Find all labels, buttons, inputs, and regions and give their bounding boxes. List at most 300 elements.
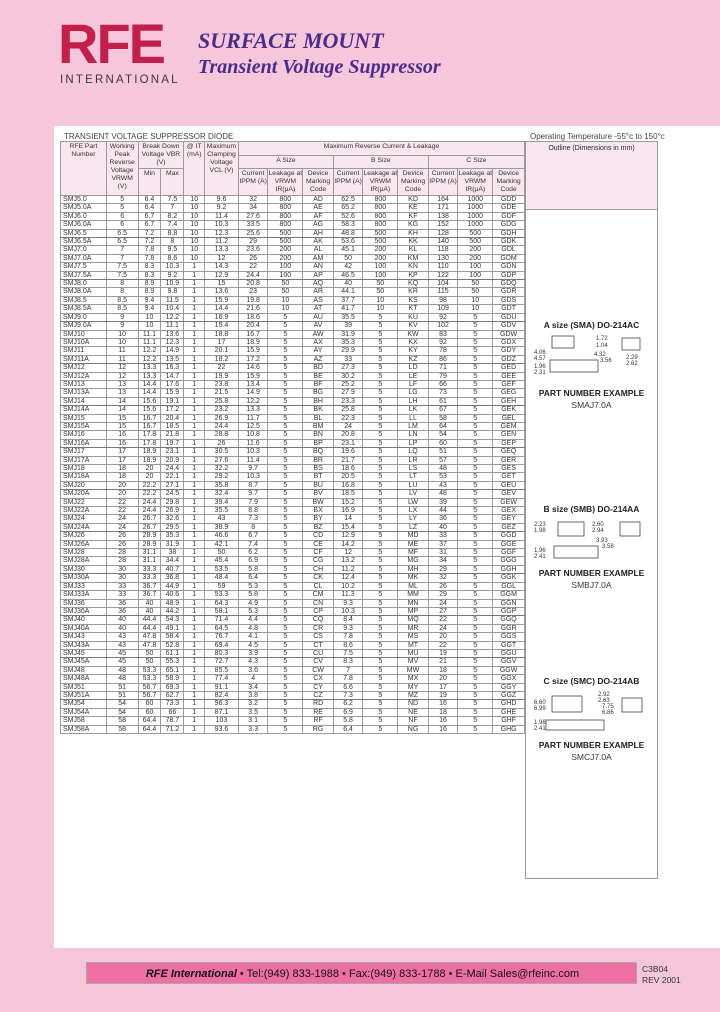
cell-a-marking: AN — [303, 263, 334, 271]
cell-c-leakage: 5 — [458, 549, 493, 557]
cell-c-leakage: 500 — [458, 229, 493, 237]
cell-a-leakage: 5 — [268, 624, 303, 632]
cell-bd-min: 7.8 — [138, 246, 161, 254]
cell-a-current: 21.6 — [238, 305, 267, 313]
cell-clamping-voltage: 20.1 — [205, 347, 239, 355]
cell-a-leakage: 5 — [268, 540, 303, 548]
cell-c-marking: GDK — [493, 238, 525, 246]
cell-working-voltage: 7 — [106, 246, 138, 254]
cell-a-leakage: 5 — [268, 666, 303, 674]
table-row — [61, 540, 525, 548]
cell-bd-min: 64.4 — [138, 725, 161, 733]
cell-bd-min: 6.7 — [138, 221, 161, 229]
cell-c-marking: GDW — [493, 330, 525, 338]
cell-c-leakage: 5 — [458, 675, 493, 683]
cell-working-voltage: 6 — [106, 212, 138, 220]
cell-test-current: 1 — [184, 448, 205, 456]
cell-c-current: 78 — [428, 347, 457, 355]
table-row — [61, 313, 525, 321]
cell-bd-min: 56.7 — [138, 691, 161, 699]
cell-b-current: 7.5 — [333, 649, 362, 657]
cell-bd-min: 47.8 — [138, 633, 161, 641]
cell-b-current: 9.3 — [333, 624, 362, 632]
cell-a-current: 13.3 — [238, 406, 267, 414]
rfe-logo — [58, 12, 182, 92]
cell-a-leakage: 5 — [268, 498, 303, 506]
cell-bd-min: 7.8 — [138, 254, 161, 262]
cell-clamping-voltage: 14.3 — [205, 263, 239, 271]
cell-working-voltage: 17 — [106, 448, 138, 456]
cell-b-current: 10.3 — [333, 607, 362, 615]
cell-clamping-voltage: 18.8 — [205, 330, 239, 338]
cell-a-current: 5.3 — [238, 582, 267, 590]
dim-a-1: 1.72 — [596, 336, 608, 342]
table-row — [61, 196, 525, 204]
cell-test-current: 1 — [184, 691, 205, 699]
table-row — [61, 372, 525, 380]
cell-part-number: SMJ40A — [61, 624, 107, 632]
cell-bd-min: 14.4 — [138, 380, 161, 388]
cell-b-leakage: 5 — [363, 624, 398, 632]
cell-working-voltage: 6.5 — [106, 229, 138, 237]
cell-a-marking: AK — [303, 238, 334, 246]
dim-b-8: 2.41 — [534, 554, 546, 560]
cell-part-number: SMJ5.0A — [61, 204, 107, 212]
cell-test-current: 1 — [184, 649, 205, 657]
cell-working-voltage: 54 — [106, 708, 138, 716]
cell-c-leakage: 5 — [458, 582, 493, 590]
cell-bd-min: 53.3 — [138, 675, 161, 683]
cell-part-number: SMJ10A — [61, 338, 107, 346]
cell-clamping-voltage: 80.3 — [205, 649, 239, 657]
dim-c-3: 7.75 — [602, 704, 614, 710]
cell-b-leakage: 5 — [363, 481, 398, 489]
cell-clamping-voltage: 28.8 — [205, 431, 239, 439]
cell-c-marking: GGP — [493, 607, 525, 615]
table-row — [61, 498, 525, 506]
dim-a-7: 4.32 — [594, 352, 606, 358]
cell-bd-max: 58.4 — [161, 633, 184, 641]
cell-c-current: 54 — [428, 431, 457, 439]
cell-bd-max: 7 — [161, 204, 184, 212]
cell-b-leakage: 5 — [363, 456, 398, 464]
cell-clamping-voltage: 82.4 — [205, 691, 239, 699]
dim-a-6: 4.57 — [534, 356, 546, 362]
cell-clamping-voltage: 15 — [205, 280, 239, 288]
cell-a-marking: BM — [303, 422, 334, 430]
cell-b-leakage: 5 — [363, 641, 398, 649]
cell-a-marking: AX — [303, 338, 334, 346]
cell-b-marking: LD — [398, 364, 429, 372]
cell-clamping-voltage: 64.3 — [205, 599, 239, 607]
cell-working-voltage: 36 — [106, 599, 138, 607]
cell-c-leakage: 5 — [458, 708, 493, 716]
cell-part-number: SMJ11 — [61, 347, 107, 355]
cell-c-marking: GGZ — [493, 691, 525, 699]
cell-a-leakage: 100 — [268, 271, 303, 279]
cell-a-leakage: 800 — [268, 212, 303, 220]
cell-b-marking: KH — [398, 229, 429, 237]
cell-b-marking: KD — [398, 196, 429, 204]
cell-test-current: 1 — [184, 439, 205, 447]
cell-a-current: 26 — [238, 254, 267, 262]
cell-b-current: 24 — [333, 422, 362, 430]
col-bd-max: Max — [161, 169, 184, 196]
cell-clamping-voltage: 21.5 — [205, 389, 239, 397]
cell-clamping-voltage: 16.9 — [205, 313, 239, 321]
cell-a-current: 9.7 — [238, 490, 267, 498]
cell-bd-max: 65.1 — [161, 666, 184, 674]
cell-a-current: 3.1 — [238, 717, 267, 725]
table-row — [61, 271, 525, 279]
cell-a-marking: CY — [303, 683, 334, 691]
cell-c-current: 24 — [428, 624, 457, 632]
cell-b-current: 22.3 — [333, 414, 362, 422]
cell-test-current: 1 — [184, 557, 205, 565]
cell-b-current: 7.8 — [333, 633, 362, 641]
cell-bd-min: 20 — [138, 465, 161, 473]
cell-c-marking: GDE — [493, 204, 525, 212]
table-row — [61, 263, 525, 271]
table-row — [61, 414, 525, 422]
cell-working-voltage: 33 — [106, 582, 138, 590]
cell-a-current: 25.6 — [238, 229, 267, 237]
table-body — [61, 196, 525, 734]
cell-clamping-voltage: 93.6 — [205, 725, 239, 733]
cell-bd-max: 11.5 — [161, 296, 184, 304]
cell-c-marking: GET — [493, 473, 525, 481]
col-working-voltage: Working Peak Reverse Voltage VRWM (V) — [106, 142, 138, 196]
cell-part-number: SMJ45A — [61, 658, 107, 666]
dim-c-7: 1.96 — [534, 720, 546, 726]
cell-a-marking: CN — [303, 599, 334, 607]
cell-part-number: SMJ20 — [61, 481, 107, 489]
cell-c-leakage: 5 — [458, 607, 493, 615]
cell-test-current: 1 — [184, 582, 205, 590]
cell-a-leakage: 5 — [268, 456, 303, 464]
cell-b-marking: KY — [398, 347, 429, 355]
cell-a-leakage: 500 — [268, 229, 303, 237]
cell-part-number: SMJ40 — [61, 616, 107, 624]
cell-a-current: 23.6 — [238, 246, 267, 254]
cell-c-current: 58 — [428, 414, 457, 422]
cell-b-marking: KQ — [398, 280, 429, 288]
table-row — [61, 465, 525, 473]
cell-clamping-voltage: 23.2 — [205, 406, 239, 414]
cell-working-voltage: 26 — [106, 540, 138, 548]
cell-bd-max: 20.9 — [161, 456, 184, 464]
cell-c-leakage: 50 — [458, 280, 493, 288]
cell-a-leakage: 5 — [268, 582, 303, 590]
cell-b-marking: MH — [398, 565, 429, 573]
cell-test-current: 1 — [184, 591, 205, 599]
cell-part-number: SMJ24 — [61, 515, 107, 523]
cell-c-current: 122 — [428, 271, 457, 279]
cell-part-number: SMJ26 — [61, 532, 107, 540]
cell-a-marking: BG — [303, 389, 334, 397]
cell-c-marking: GDV — [493, 322, 525, 330]
table-row — [61, 212, 525, 220]
cell-a-leakage: 5 — [268, 557, 303, 565]
cell-bd-max: 7.4 — [161, 221, 184, 229]
cell-a-marking: CS — [303, 633, 334, 641]
cell-clamping-voltage: 77.4 — [205, 675, 239, 683]
col-clamping-voltage: Maximum Clamping Voltage VCL (V) — [205, 142, 239, 196]
cell-c-leakage: 5 — [458, 364, 493, 372]
cell-a-leakage: 5 — [268, 616, 303, 624]
cell-b-current: 30.2 — [333, 372, 362, 380]
cell-c-marking: GGR — [493, 624, 525, 632]
cell-a-current: 29 — [238, 238, 267, 246]
cell-bd-min: 18.9 — [138, 448, 161, 456]
col-c-leakage: Leakage at VRWM IR(μA) — [458, 169, 493, 196]
col-bd-min: Min — [138, 169, 161, 196]
cell-bd-min: 9.4 — [138, 296, 161, 304]
cell-c-current: 29 — [428, 591, 457, 599]
cell-a-marking: AF — [303, 212, 334, 220]
cell-clamping-voltage: 58.1 — [205, 607, 239, 615]
cell-test-current: 1 — [184, 641, 205, 649]
outline-panel — [525, 141, 658, 879]
cell-part-number: SMJ20A — [61, 490, 107, 498]
cell-part-number: SMJ9.0A — [61, 322, 107, 330]
cell-part-number: SMJ43A — [61, 641, 107, 649]
cell-a-current: 15.9 — [238, 372, 267, 380]
cell-clamping-voltage: 19.9 — [205, 372, 239, 380]
table-row — [61, 700, 525, 708]
footer-bar — [86, 962, 637, 984]
cell-test-current: 1 — [184, 465, 205, 473]
cell-a-marking: CV — [303, 658, 334, 666]
cell-c-current: 98 — [428, 296, 457, 304]
cell-a-marking: CK — [303, 574, 334, 582]
cell-b-leakage: 5 — [363, 591, 398, 599]
cell-part-number: SMJ18 — [61, 465, 107, 473]
cell-c-current: 16 — [428, 700, 457, 708]
cell-c-current: 92 — [428, 338, 457, 346]
table-row — [61, 439, 525, 447]
cell-bd-max: 22.1 — [161, 473, 184, 481]
cell-bd-max: 13.6 — [161, 330, 184, 338]
cell-c-leakage: 5 — [458, 700, 493, 708]
cell-b-current: 12.4 — [333, 574, 362, 582]
cell-test-current: 1 — [184, 280, 205, 288]
cell-a-marking: CT — [303, 641, 334, 649]
cell-a-leakage: 200 — [268, 254, 303, 262]
cell-working-voltage: 45 — [106, 649, 138, 657]
cell-bd-max: 24.5 — [161, 490, 184, 498]
cell-part-number: SMJ36A — [61, 607, 107, 615]
cell-bd-min: 7.2 — [138, 229, 161, 237]
cell-b-current: 53.6 — [333, 238, 362, 246]
package-a-drawing — [532, 332, 650, 376]
package-a-title: A size (SMA) DO-214AC — [543, 320, 640, 330]
cell-a-current: 11.4 — [238, 456, 267, 464]
cell-working-voltage: 12 — [106, 372, 138, 380]
cell-b-current: 33 — [333, 355, 362, 363]
cell-b-current: 48.8 — [333, 229, 362, 237]
cell-b-marking: MR — [398, 624, 429, 632]
cell-clamping-voltage: 53.3 — [205, 591, 239, 599]
cell-a-marking: CW — [303, 666, 334, 674]
cell-a-leakage: 5 — [268, 507, 303, 515]
table-row — [61, 280, 525, 288]
cell-c-leakage: 5 — [458, 481, 493, 489]
cell-bd-max: 78.7 — [161, 717, 184, 725]
cell-bd-min: 28.9 — [138, 532, 161, 540]
table-row — [61, 473, 525, 481]
cell-a-leakage: 5 — [268, 591, 303, 599]
cell-a-current: 17.2 — [238, 355, 267, 363]
cell-b-leakage: 5 — [363, 540, 398, 548]
cell-a-leakage: 5 — [268, 313, 303, 321]
cell-c-leakage: 5 — [458, 683, 493, 691]
cell-b-marking: MS — [398, 633, 429, 641]
cell-c-leakage: 5 — [458, 347, 493, 355]
cell-test-current: 10 — [184, 221, 205, 229]
col-a-current: Current IPPM (A) — [238, 169, 267, 196]
cell-b-current: 16.9 — [333, 507, 362, 515]
cell-a-leakage: 500 — [268, 238, 303, 246]
cell-working-voltage: 11 — [106, 347, 138, 355]
cell-working-voltage: 5 — [106, 204, 138, 212]
cell-part-number: SMJ48A — [61, 675, 107, 683]
cell-b-marking: LG — [398, 389, 429, 397]
cell-c-leakage: 5 — [458, 498, 493, 506]
cell-bd-max: 58.9 — [161, 675, 184, 683]
cell-clamping-voltage: 17 — [205, 338, 239, 346]
cell-working-voltage: 14 — [106, 397, 138, 405]
cell-bd-max: 73.3 — [161, 700, 184, 708]
cell-a-leakage: 5 — [268, 406, 303, 414]
table-row — [61, 591, 525, 599]
cell-test-current: 1 — [184, 607, 205, 615]
cell-bd-max: 52.8 — [161, 641, 184, 649]
cell-c-leakage: 5 — [458, 691, 493, 699]
cell-part-number: SMJ30A — [61, 574, 107, 582]
header — [0, 0, 720, 126]
cell-bd-min: 7.2 — [138, 238, 161, 246]
cell-a-marking: CH — [303, 565, 334, 573]
cell-c-current: 18 — [428, 666, 457, 674]
table-row — [61, 658, 525, 666]
cell-a-leakage: 5 — [268, 691, 303, 699]
cell-c-leakage: 5 — [458, 565, 493, 573]
cell-a-marking: AV — [303, 322, 334, 330]
cell-c-marking: GGW — [493, 666, 525, 674]
cell-bd-max: 20.4 — [161, 414, 184, 422]
cell-test-current: 1 — [184, 397, 205, 405]
cell-working-voltage: 13 — [106, 380, 138, 388]
cell-c-current: 61 — [428, 397, 457, 405]
cell-c-leakage: 200 — [458, 246, 493, 254]
cell-bd-max: 55.3 — [161, 658, 184, 666]
package-c-example-label: PART NUMBER EXAMPLE — [538, 740, 645, 750]
cell-working-voltage: 20 — [106, 490, 138, 498]
cell-part-number: SMJ15 — [61, 414, 107, 422]
table-row — [61, 633, 525, 641]
cell-b-current: 19.6 — [333, 448, 362, 456]
cell-part-number: SMJ17 — [61, 448, 107, 456]
cell-test-current: 1 — [184, 338, 205, 346]
table-row — [61, 448, 525, 456]
cell-b-marking: LQ — [398, 448, 429, 456]
cell-c-current: 33 — [428, 532, 457, 540]
cell-test-current: 1 — [184, 498, 205, 506]
table-row — [61, 607, 525, 615]
cell-clamping-voltage: 12.9 — [205, 271, 239, 279]
cell-c-current: 79 — [428, 372, 457, 380]
cell-a-current: 14.9 — [238, 389, 267, 397]
col-test-current: @ IT (mA) — [184, 142, 205, 196]
cell-a-current: 7.4 — [238, 540, 267, 548]
cell-a-leakage: 5 — [268, 532, 303, 540]
cell-a-current: 13.4 — [238, 380, 267, 388]
cell-clamping-voltage: 13.3 — [205, 246, 239, 254]
cell-c-marking: GDY — [493, 347, 525, 355]
cell-c-current: 36 — [428, 515, 457, 523]
cell-a-leakage: 5 — [268, 330, 303, 338]
cell-b-marking: MQ — [398, 616, 429, 624]
cell-working-voltage: 15 — [106, 422, 138, 430]
cell-a-marking: AD — [303, 196, 334, 204]
cell-a-leakage: 5 — [268, 355, 303, 363]
cell-working-voltage: 16 — [106, 431, 138, 439]
cell-c-marking: GEH — [493, 397, 525, 405]
cell-c-leakage: 5 — [458, 431, 493, 439]
cell-clamping-voltage: 26.9 — [205, 414, 239, 422]
cell-part-number: SMJ8.0A — [61, 288, 107, 296]
cell-b-marking: MD — [398, 532, 429, 540]
cell-b-leakage: 5 — [363, 431, 398, 439]
cell-bd-max: 18.5 — [161, 422, 184, 430]
cell-test-current: 1 — [184, 515, 205, 523]
cell-a-marking: BX — [303, 507, 334, 515]
cell-b-leakage: 5 — [363, 633, 398, 641]
cell-bd-min: 53.3 — [138, 666, 161, 674]
cell-b-current: 11.3 — [333, 591, 362, 599]
cell-c-current: 32 — [428, 574, 457, 582]
cell-b-marking: MG — [398, 557, 429, 565]
table-row — [61, 397, 525, 405]
table-row — [61, 330, 525, 338]
cell-c-current: 22 — [428, 641, 457, 649]
dim-a-3: 2.29 — [626, 355, 638, 361]
cell-bd-max: 13.5 — [161, 355, 184, 363]
table-row — [61, 641, 525, 649]
cell-b-leakage: 5 — [363, 675, 398, 683]
cell-a-current: 4.5 — [238, 641, 267, 649]
cell-part-number: SMJ24A — [61, 523, 107, 531]
cell-c-marking: GEF — [493, 380, 525, 388]
cell-working-voltage: 11 — [106, 355, 138, 363]
cell-working-voltage: 17 — [106, 456, 138, 464]
cell-working-voltage: 40 — [106, 624, 138, 632]
cell-c-marking: GGE — [493, 540, 525, 548]
cell-clamping-voltage: 85.5 — [205, 666, 239, 674]
cell-test-current: 1 — [184, 296, 205, 304]
cell-b-marking: LR — [398, 456, 429, 464]
cell-working-voltage: 7.5 — [106, 271, 138, 279]
cell-b-current: 6.2 — [333, 700, 362, 708]
cell-working-voltage: 18 — [106, 465, 138, 473]
cell-a-leakage: 800 — [268, 204, 303, 212]
cell-working-voltage: 15 — [106, 414, 138, 422]
cell-bd-min: 20 — [138, 473, 161, 481]
cell-a-current: 34 — [238, 204, 267, 212]
table-row — [61, 422, 525, 430]
cell-c-current: 71 — [428, 364, 457, 372]
